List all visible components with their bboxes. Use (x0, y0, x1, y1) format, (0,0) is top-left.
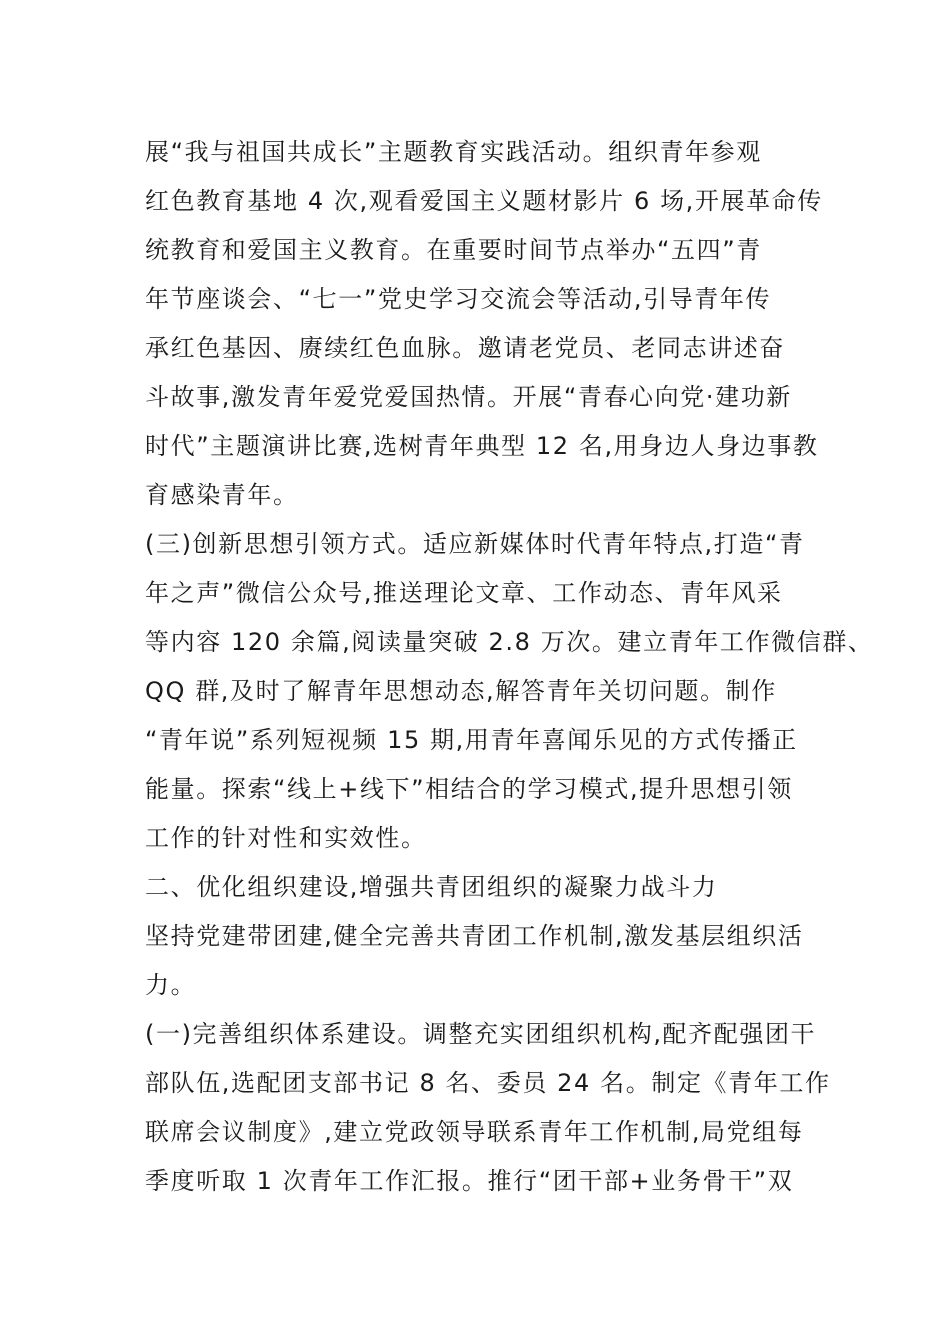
text-line: 等内容 120 余篇,阅读量突破 2.8 万次。建立青年工作微信群、 (145, 628, 874, 656)
text-line: 能量。探索“线上+线下”相结合的学习模式,提升思想引领 (145, 775, 793, 803)
text-line: 工作的针对性和实效性。 (145, 824, 427, 852)
section-heading-3: (三)创新思想引领方式。适应新媒体时代青年特点,打造“青 (145, 530, 805, 558)
text-line: 年节座谈会、“七一”党史学习交流会等活动,引导青年传 (145, 285, 772, 313)
text-line: 展“我与祖国共成长”主题教育实践活动。组织青年参观 (145, 138, 762, 166)
text-line: 年之声”微信公众号,推送理论文章、工作动态、青年风采 (145, 579, 783, 607)
text-line: 联席会议制度》,建立党政领导联系青年工作机制,局党组每 (145, 1118, 804, 1146)
text-line: 育感染青年。 (145, 481, 299, 509)
text-line: 部队伍,选配团支部书记 8 名、委员 24 名。制定《青年工作 (145, 1069, 831, 1097)
section-heading-2: 二、优化组织建设,增强共青团组织的凝聚力战斗力 (145, 873, 718, 901)
text-line: QQ 群,及时了解青年思想动态,解答青年关切问题。制作 (145, 677, 777, 705)
text-line: 斗故事,激发青年爱党爱国热情。开展“青春心向党·建功新 (145, 383, 792, 411)
text-line: 力。 (145, 971, 197, 999)
body-text (145, 128, 874, 1206)
section-heading-1: (一)完善组织体系建设。调整充实团组织机构,配齐配强团干 (145, 1020, 817, 1048)
text-line: 季度听取 1 次青年工作汇报。推行“团干部+业务骨干”双 (145, 1167, 794, 1195)
text-line: 时代”主题演讲比赛,选树青年典型 12 名,用身边人身边事教 (145, 432, 819, 460)
text-line: 坚持党建带团建,健全完善共青团工作机制,激发基层组织活 (145, 922, 804, 950)
text-line: 统教育和爱国主义教育。在重要时间节点举办“五四”青 (145, 236, 762, 264)
text-line: “青年说”系列短视频 15 期,用青年喜闻乐见的方式传播正 (145, 726, 798, 754)
text-line: 承红色基因、赓续红色血脉。邀请老党员、老同志讲述奋 (145, 334, 785, 362)
text-line: 红色教育基地 4 次,观看爱国主义题材影片 6 场,开展革命传 (145, 187, 823, 215)
